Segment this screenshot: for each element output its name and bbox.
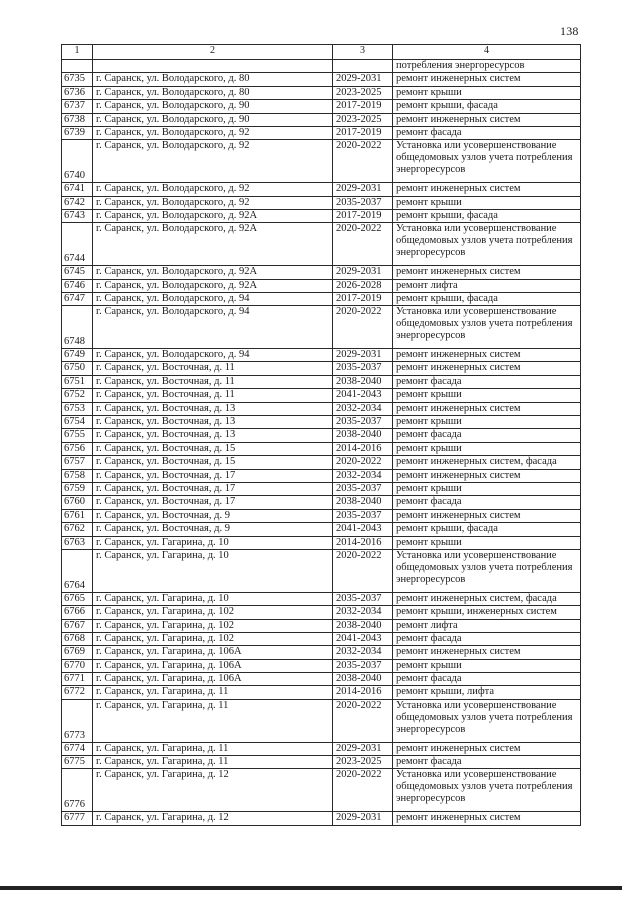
cell-period: 2041-2043	[333, 389, 393, 402]
table-row	[62, 632, 581, 645]
cell-work: ремонт крыши	[393, 659, 581, 672]
table-row	[62, 469, 581, 482]
cell-period: 2014-2016	[333, 442, 393, 455]
table-row	[62, 592, 581, 605]
cell-work: ремонт крыши	[393, 86, 581, 99]
cell-work: ремонт крыши, фасада	[393, 292, 581, 305]
cell-address: г. Саранск, ул. Гагарина, д. 10	[93, 536, 333, 549]
cell-number: 6767	[62, 619, 93, 632]
cell-work: ремонт фасада	[393, 756, 581, 769]
cell-number: 6742	[62, 196, 93, 209]
cell-period: 2035-2037	[333, 362, 393, 375]
table-row	[62, 509, 581, 522]
cell-work: ремонт крыши	[393, 482, 581, 495]
table-row	[62, 812, 581, 825]
cell-number: 6740	[62, 140, 93, 183]
cell-period: 2023-2025	[333, 113, 393, 126]
cell-address: г. Саранск, ул. Володарского, д. 94	[93, 292, 333, 305]
cell-number: 6764	[62, 549, 93, 592]
works-table	[61, 44, 581, 826]
cell-work: ремонт фасада	[393, 673, 581, 686]
cell-work: ремонт крыши	[393, 416, 581, 429]
cell-address: г. Саранск, ул. Володарского, д. 80	[93, 86, 333, 99]
table-row	[62, 536, 581, 549]
cell-work: ремонт крыши	[393, 389, 581, 402]
cell-work: ремонт крыши, фасада	[393, 523, 581, 536]
cell-address: г. Саранск, ул. Володарского, д. 92А	[93, 266, 333, 279]
cell-period: 2038-2040	[333, 496, 393, 509]
cell-number: 6777	[62, 812, 93, 825]
cell-address: г. Саранск, ул. Восточная, д. 9	[93, 509, 333, 522]
cell-number	[62, 60, 93, 73]
table-row	[62, 429, 581, 442]
cell-period: 2041-2043	[333, 523, 393, 536]
cell-period: 2017-2019	[333, 209, 393, 222]
cell-number: 6772	[62, 686, 93, 699]
table-row	[62, 292, 581, 305]
table-row	[62, 375, 581, 388]
table-row	[62, 196, 581, 209]
cell-work: ремонт фасада	[393, 375, 581, 388]
cell-address: г. Саранск, ул. Восточная, д. 17	[93, 482, 333, 495]
cell-period: 2029-2031	[333, 73, 393, 86]
cell-work: ремонт инженерных систем	[393, 469, 581, 482]
cell-address: г. Саранск, ул. Володарского, д. 90	[93, 100, 333, 113]
cell-address: г. Саранск, ул. Гагарина, д. 12	[93, 812, 333, 825]
cell-work: ремонт фасада	[393, 429, 581, 442]
scan-edge-bar	[0, 886, 622, 890]
cell-period: 2032-2034	[333, 469, 393, 482]
cell-period: 2017-2019	[333, 100, 393, 113]
cell-number: 6760	[62, 496, 93, 509]
cell-period: 2038-2040	[333, 375, 393, 388]
cell-period: 2020-2022	[333, 140, 393, 183]
cell-work: ремонт лифта	[393, 619, 581, 632]
cell-address: г. Саранск, ул. Гагарина, д. 11	[93, 756, 333, 769]
cell-work: потребления энергоресурсов	[393, 60, 581, 73]
cell-period: 2017-2019	[333, 292, 393, 305]
cell-address: г. Саранск, ул. Володарского, д. 92	[93, 126, 333, 139]
cell-work: ремонт инженерных систем	[393, 266, 581, 279]
cell-period: 2035-2037	[333, 592, 393, 605]
cell-address: г. Саранск, ул. Восточная, д. 11	[93, 389, 333, 402]
cell-work: Установка или усовершенствование общедомовых узлов учета потребления энергоресурсов	[393, 223, 581, 266]
cell-address: г. Саранск, ул. Восточная, д. 11	[93, 362, 333, 375]
column-header-period: 3	[333, 45, 393, 60]
cell-number: 6775	[62, 756, 93, 769]
cell-work: ремонт крыши, инженерных систем	[393, 606, 581, 619]
cell-number: 6753	[62, 402, 93, 415]
cell-period: 2032-2034	[333, 402, 393, 415]
table-row	[62, 60, 581, 73]
table-row	[62, 183, 581, 196]
cell-address: г. Саранск, ул. Володарского, д. 90	[93, 113, 333, 126]
cell-number: 6752	[62, 389, 93, 402]
cell-period: 2029-2031	[333, 742, 393, 755]
cell-period: 2023-2025	[333, 86, 393, 99]
cell-work: ремонт инженерных систем	[393, 742, 581, 755]
table-row	[62, 496, 581, 509]
cell-address: г. Саранск, ул. Восточная, д. 13	[93, 416, 333, 429]
cell-address: г. Саранск, ул. Восточная, д. 13	[93, 429, 333, 442]
table-row	[62, 456, 581, 469]
table-row	[62, 686, 581, 699]
cell-address: г. Саранск, ул. Гагарина, д. 12	[93, 769, 333, 812]
cell-work: ремонт инженерных систем, фасада	[393, 456, 581, 469]
cell-work: ремонт инженерных систем	[393, 812, 581, 825]
cell-number: 6745	[62, 266, 93, 279]
cell-work: ремонт инженерных систем	[393, 349, 581, 362]
cell-work: ремонт фасада	[393, 632, 581, 645]
cell-number: 6756	[62, 442, 93, 455]
cell-work: ремонт инженерных систем	[393, 362, 581, 375]
cell-work: ремонт фасада	[393, 496, 581, 509]
cell-period: 2035-2037	[333, 482, 393, 495]
cell-number: 6751	[62, 375, 93, 388]
cell-period: 2029-2031	[333, 349, 393, 362]
cell-work: ремонт лифта	[393, 279, 581, 292]
table-row	[62, 442, 581, 455]
table-row	[62, 266, 581, 279]
cell-number: 6750	[62, 362, 93, 375]
table-row	[62, 416, 581, 429]
cell-work: Установка или усовершенствование общедомовых узлов учета потребления энергоресурсов	[393, 699, 581, 742]
table-row	[62, 126, 581, 139]
cell-number: 6766	[62, 606, 93, 619]
table-row	[62, 619, 581, 632]
cell-period: 2029-2031	[333, 183, 393, 196]
cell-work: ремонт крыши	[393, 536, 581, 549]
cell-period: 2029-2031	[333, 812, 393, 825]
table-row	[62, 646, 581, 659]
cell-number: 6774	[62, 742, 93, 755]
cell-address: г. Саранск, ул. Гагарина, д. 106А	[93, 646, 333, 659]
cell-address: г. Саранск, ул. Гагарина, д. 10	[93, 592, 333, 605]
table-row	[62, 402, 581, 415]
cell-address: г. Саранск, ул. Восточная, д. 15	[93, 456, 333, 469]
cell-address: г. Саранск, ул. Восточная, д. 17	[93, 496, 333, 509]
cell-address: г. Саранск, ул. Володарского, д. 92А	[93, 279, 333, 292]
cell-address: г. Саранск, ул. Гагарина, д. 11	[93, 742, 333, 755]
cell-work: ремонт инженерных систем	[393, 646, 581, 659]
cell-address: г. Саранск, ул. Гагарина, д. 102	[93, 632, 333, 645]
cell-number: 6736	[62, 86, 93, 99]
cell-period: 2020-2022	[333, 456, 393, 469]
table-row	[62, 209, 581, 222]
table-row	[62, 73, 581, 86]
cell-work: ремонт инженерных систем	[393, 113, 581, 126]
cell-number: 6761	[62, 509, 93, 522]
table-row	[62, 673, 581, 686]
cell-number: 6737	[62, 100, 93, 113]
cell-address: г. Саранск, ул. Володарского, д. 94	[93, 349, 333, 362]
cell-work: ремонт инженерных систем	[393, 183, 581, 196]
table-row	[62, 769, 581, 812]
cell-period: 2014-2016	[333, 536, 393, 549]
table-row	[62, 699, 581, 742]
cell-address: г. Саранск, ул. Восточная, д. 11	[93, 375, 333, 388]
cell-number: 6763	[62, 536, 93, 549]
cell-number: 6746	[62, 279, 93, 292]
cell-number: 6762	[62, 523, 93, 536]
cell-work: ремонт крыши, фасада	[393, 100, 581, 113]
table-row	[62, 742, 581, 755]
table-row	[62, 140, 581, 183]
cell-number: 6776	[62, 769, 93, 812]
cell-work: ремонт инженерных систем	[393, 509, 581, 522]
cell-number: 6769	[62, 646, 93, 659]
cell-number: 6757	[62, 456, 93, 469]
cell-number: 6738	[62, 113, 93, 126]
cell-address: г. Саранск, ул. Гагарина, д. 11	[93, 699, 333, 742]
cell-work: Установка или усовершенствование общедомовых узлов учета потребления энергоресурсов	[393, 549, 581, 592]
cell-period: 2020-2022	[333, 549, 393, 592]
cell-work: Установка или усовершенствование общедомовых узлов учета потребления энергоресурсов	[393, 769, 581, 812]
cell-work: ремонт фасада	[393, 126, 581, 139]
cell-period: 2038-2040	[333, 429, 393, 442]
cell-period: 2035-2037	[333, 416, 393, 429]
cell-period: 2038-2040	[333, 619, 393, 632]
table-row	[62, 389, 581, 402]
cell-number: 6741	[62, 183, 93, 196]
cell-period: 2041-2043	[333, 632, 393, 645]
cell-address: г. Саранск, ул. Володарского, д. 92	[93, 140, 333, 183]
column-header-address: 2	[93, 45, 333, 60]
cell-address: г. Саранск, ул. Гагарина, д. 102	[93, 619, 333, 632]
cell-number: 6749	[62, 349, 93, 362]
cell-address: г. Саранск, ул. Восточная, д. 9	[93, 523, 333, 536]
cell-work: ремонт крыши, фасада	[393, 209, 581, 222]
cell-period: 2023-2025	[333, 756, 393, 769]
column-header-work: 4	[393, 45, 581, 60]
cell-work: ремонт крыши	[393, 442, 581, 455]
cell-address: г. Саранск, ул. Гагарина, д. 106А	[93, 659, 333, 672]
cell-number: 6739	[62, 126, 93, 139]
cell-period: 2038-2040	[333, 673, 393, 686]
cell-address: г. Саранск, ул. Восточная, д. 15	[93, 442, 333, 455]
table-row	[62, 100, 581, 113]
cell-address: г. Саранск, ул. Володарского, д. 94	[93, 306, 333, 349]
cell-period: 2035-2037	[333, 509, 393, 522]
cell-period: 2020-2022	[333, 699, 393, 742]
page-number: 138	[560, 24, 579, 38]
table-row	[62, 659, 581, 672]
table-row	[62, 523, 581, 536]
cell-number: 6754	[62, 416, 93, 429]
table-row	[62, 86, 581, 99]
cell-period: 2029-2031	[333, 266, 393, 279]
cell-address: г. Саранск, ул. Володарского, д. 92А	[93, 223, 333, 266]
cell-address: г. Саранск, ул. Володарского, д. 80	[93, 73, 333, 86]
table-row	[62, 306, 581, 349]
cell-work: ремонт крыши	[393, 196, 581, 209]
cell-work: ремонт инженерных систем, фасада	[393, 592, 581, 605]
column-header-number: 1	[62, 45, 93, 60]
cell-number: 6744	[62, 223, 93, 266]
cell-number: 6743	[62, 209, 93, 222]
cell-address: г. Саранск, ул. Восточная, д. 13	[93, 402, 333, 415]
cell-period: 2014-2016	[333, 686, 393, 699]
table-row	[62, 279, 581, 292]
cell-address: г. Саранск, ул. Гагарина, д. 10	[93, 549, 333, 592]
cell-address: г. Саранск, ул. Восточная, д. 17	[93, 469, 333, 482]
table-row	[62, 113, 581, 126]
cell-work: Установка или усовершенствование общедомовых узлов учета потребления энергоресурсов	[393, 140, 581, 183]
table-row	[62, 606, 581, 619]
cell-period: 2017-2019	[333, 126, 393, 139]
cell-period: 2020-2022	[333, 223, 393, 266]
table-row	[62, 482, 581, 495]
cell-number: 6768	[62, 632, 93, 645]
cell-period: 2020-2022	[333, 769, 393, 812]
cell-number: 6770	[62, 659, 93, 672]
cell-address: г. Саранск, ул. Володарского, д. 92А	[93, 209, 333, 222]
cell-number: 6771	[62, 673, 93, 686]
cell-number: 6759	[62, 482, 93, 495]
cell-address: г. Саранск, ул. Гагарина, д. 106А	[93, 673, 333, 686]
cell-address	[93, 60, 333, 73]
cell-period: 2035-2037	[333, 659, 393, 672]
cell-address: г. Саранск, ул. Гагарина, д. 102	[93, 606, 333, 619]
table-row	[62, 549, 581, 592]
cell-number: 6747	[62, 292, 93, 305]
cell-number: 6755	[62, 429, 93, 442]
cell-address: г. Саранск, ул. Гагарина, д. 11	[93, 686, 333, 699]
cell-period: 2020-2022	[333, 306, 393, 349]
cell-address: г. Саранск, ул. Володарского, д. 92	[93, 183, 333, 196]
cell-number: 6758	[62, 469, 93, 482]
cell-work: ремонт крыши, лифта	[393, 686, 581, 699]
cell-work: Установка или усовершенствование общедомовых узлов учета потребления энергоресурсов	[393, 306, 581, 349]
cell-work: ремонт инженерных систем	[393, 402, 581, 415]
cell-work: ремонт инженерных систем	[393, 73, 581, 86]
cell-number: 6765	[62, 592, 93, 605]
table-row	[62, 349, 581, 362]
cell-period: 2035-2037	[333, 196, 393, 209]
cell-period: 2032-2034	[333, 646, 393, 659]
table-row	[62, 362, 581, 375]
cell-address: г. Саранск, ул. Володарского, д. 92	[93, 196, 333, 209]
cell-period: 2026-2028	[333, 279, 393, 292]
cell-number: 6773	[62, 699, 93, 742]
cell-period	[333, 60, 393, 73]
cell-period: 2032-2034	[333, 606, 393, 619]
table-row	[62, 223, 581, 266]
table-row	[62, 756, 581, 769]
cell-number: 6735	[62, 73, 93, 86]
cell-number: 6748	[62, 306, 93, 349]
table-header-row	[62, 45, 581, 60]
